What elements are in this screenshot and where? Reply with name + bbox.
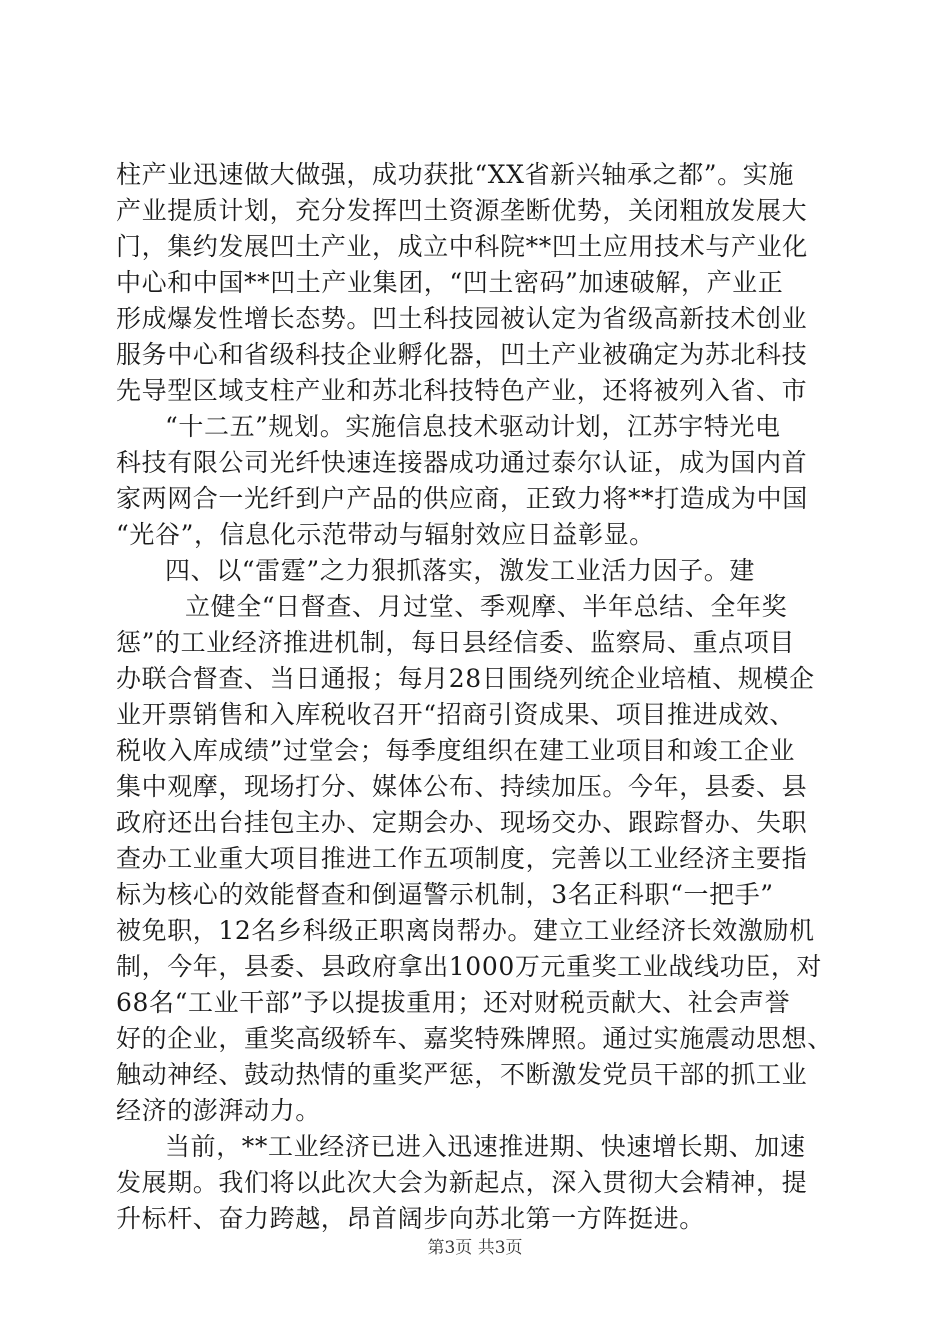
text-line: 税收入库成绩”过堂会；每季度组织在建工业项目和竣工企业 <box>116 736 795 765</box>
text-line: 查办工业重大项目推进工作五项制度，完善以工业经济主要指 <box>116 844 808 873</box>
text-line: 集中观摩，现场打分、媒体公布、持续加压。今年，县委、县 <box>116 772 808 801</box>
text-line: 发展期。我们将以此次大会为新起点，深入贯彻大会精神，提 <box>116 1168 808 1197</box>
text-line: 被免职，12名乡科级正职离岗帮办。建立工业经济长效激励机 <box>116 916 815 945</box>
page-footer: 第3页 共3页 <box>427 1238 523 1258</box>
text-line: 门，集约发展凹土产业，成立中科院**凹土应用技术与产业化 <box>116 232 808 261</box>
text-line: 柱产业迅速做大做强，成功获批“XX省新兴轴承之都”。实施 <box>116 160 794 189</box>
text-line: 政府还出台挂包主办、定期会办、现场交办、跟踪督办、失职 <box>116 808 808 837</box>
text-line: 服务中心和省级科技企业孵化器，凹土产业被确定为苏北科技 <box>116 340 808 369</box>
text-line: 先导型区域支柱产业和苏北科技特色产业，还将被列入省、市 <box>116 376 808 405</box>
text-line: 经济的澎湃动力。 <box>116 1096 321 1125</box>
text-line: 惩”的工业经济推进机制，每日县经信委、监察局、重点项目 <box>116 628 795 657</box>
text-line: 触动神经、鼓动热情的重奖严惩，不断激发党员干部的抓工业 <box>116 1060 808 1089</box>
text-line: 制，今年，县委、县政府拿出1000万元重奖工业战线功臣，对 <box>116 952 823 981</box>
text-line: 标为核心的效能督查和倒逼警示机制，3名正科职“一把手” <box>116 880 774 909</box>
text-line: 科技有限公司光纤快速连接器成功通过泰尔认证，成为国内首 <box>116 448 808 477</box>
text-line: 好的企业，重奖高级轿车、嘉奖特殊牌照。通过实施震动思想、 <box>116 1024 833 1053</box>
text-line: 办联合督查、当日通报；每月28日围绕列统企业培植、规模企 <box>116 664 815 693</box>
text-line: 当前，**工业经济已进入迅速推进期、快速增长期、加速 <box>165 1132 806 1161</box>
text-line: 产业提质计划，充分发挥凹土资源垄断优势，关闭粗放发展大 <box>116 196 808 225</box>
text-line: 业开票销售和入库税收召开“招商引资成果、项目推进成效、 <box>116 700 795 729</box>
text-line: “光谷”，信息化示范带动与辐射效应日益彰显。 <box>116 520 655 549</box>
text-line: 立健全“日督查、月过堂、季观摩、半年总结、全年奖 <box>185 592 788 621</box>
text-line: 家两网合一光纤到户产品的供应商，正致力将**打造成为中国 <box>116 484 808 513</box>
text-line: 中心和中国**凹土产业集团，“凹土密码”加速破解，产业正 <box>116 268 784 297</box>
text-line: 68名“工业干部”予以提拔重用；还对财税贡献大、社会声誉 <box>116 988 791 1017</box>
text-line: 形成爆发性增长态势。凹土科技园被认定为省级高新技术创业 <box>116 304 808 333</box>
text-line: 四、以“雷霆”之力狠抓落实，激发工业活力因子。建 <box>165 556 755 585</box>
text-line: 升标杆、奋力跨越，昂首阔步向苏北第一方阵挺进。 <box>116 1204 705 1233</box>
text-line: “十二五”规划。实施信息技术驱动计划，江苏宇特光电 <box>165 412 781 441</box>
